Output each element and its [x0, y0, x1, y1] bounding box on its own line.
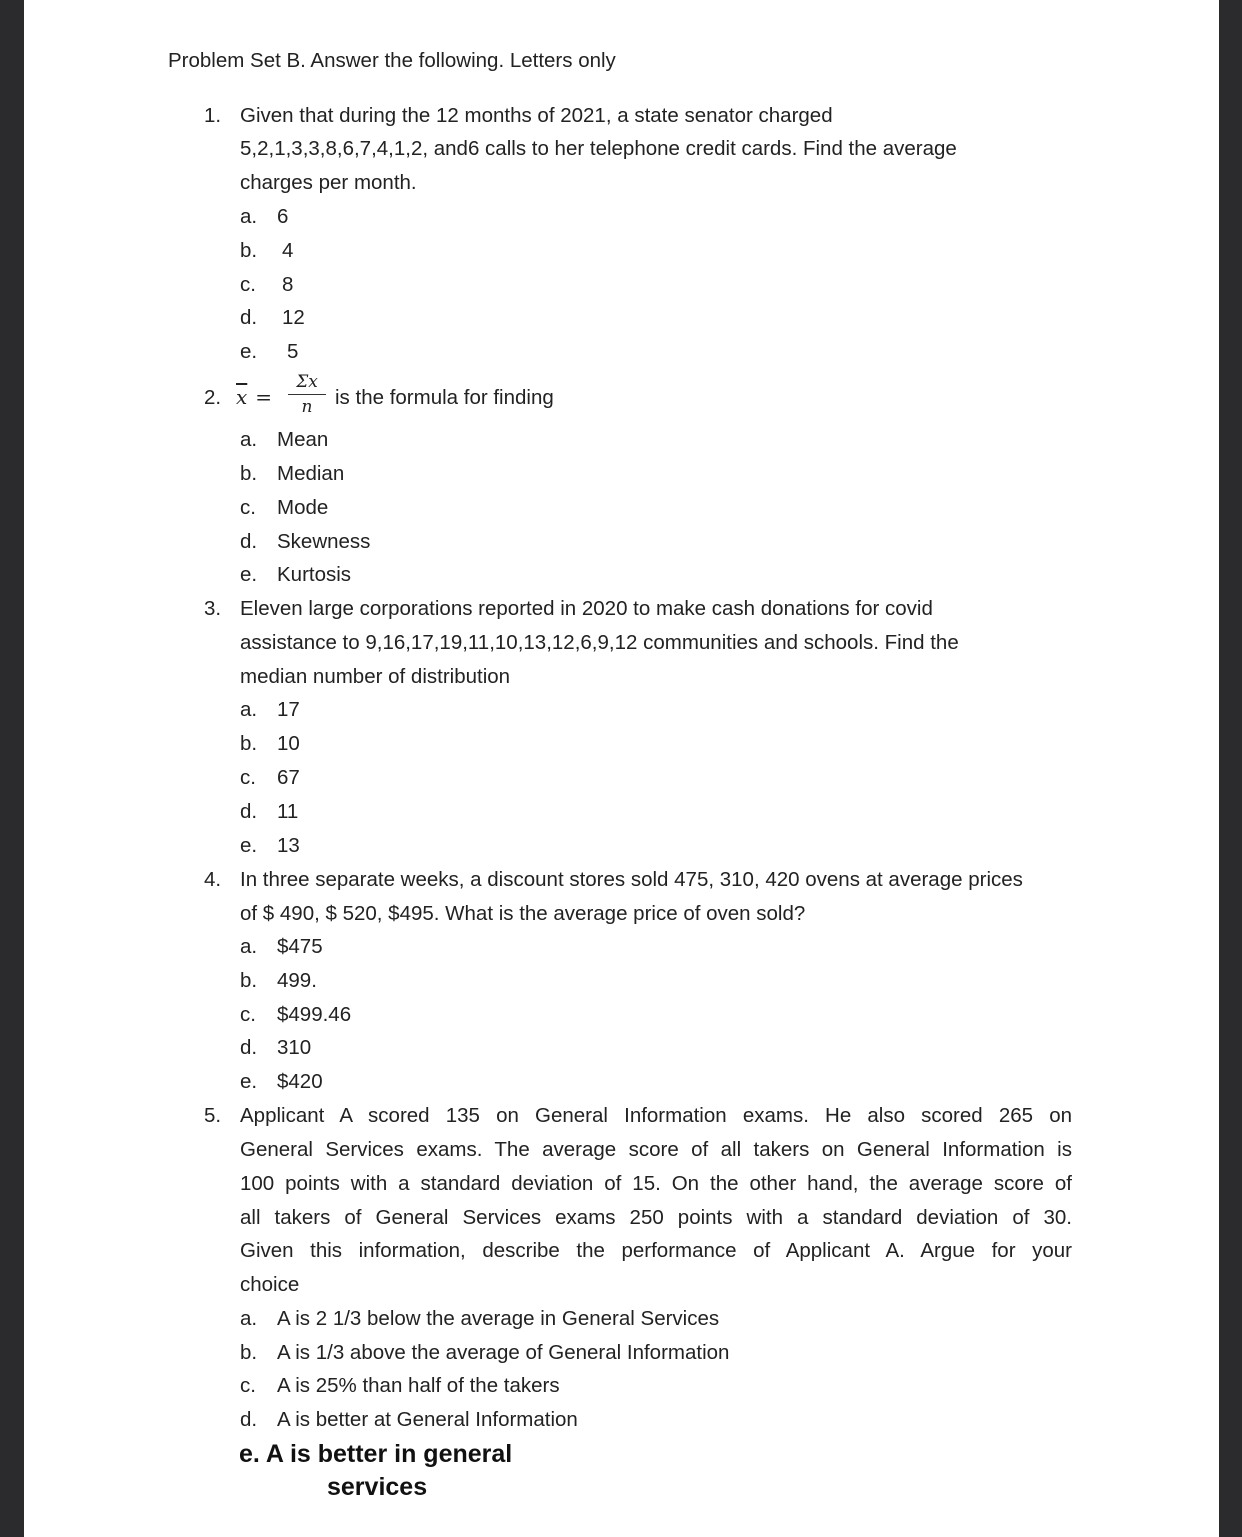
option-text: 13: [277, 834, 300, 857]
option-text: 8: [282, 273, 294, 296]
question-text-line: is the formula for finding: [335, 386, 554, 409]
option-letter: d.: [240, 530, 258, 553]
question-text-line: of $ 490, $ 520, $495. What is the average price of oven sold?: [240, 902, 806, 925]
option-letter: a.: [240, 428, 258, 451]
option-letter: e.: [240, 340, 258, 363]
question-text-line: charges per month.: [240, 171, 417, 194]
option-letter: d.: [240, 1036, 258, 1059]
option-text: 4: [282, 239, 294, 262]
fraction-bar: [288, 394, 326, 395]
formula-lhs: $\overline{x}$: [236, 385, 248, 409]
option-letter: d.: [240, 306, 258, 329]
question-number: 1.: [204, 104, 222, 127]
option-text: 17: [277, 698, 300, 721]
option-letter: c.: [240, 496, 256, 519]
option-text: 5: [287, 340, 299, 363]
question-number: 2.: [204, 386, 222, 409]
question-number: 5.: [204, 1104, 222, 1127]
option-text: 6: [277, 205, 289, 228]
option-text: Kurtosis: [277, 563, 352, 586]
option-text: A is better at General Information: [277, 1408, 578, 1431]
question-text-line: 5,2,1,3,3,8,6,7,4,1,2, and6 calls to her telephone credit cards. Find the average: [240, 137, 957, 160]
formula-denominator: n: [301, 397, 313, 417]
option-text: Skewness: [277, 530, 371, 553]
question-text-line: choice: [240, 1273, 300, 1296]
option-letter: c.: [240, 766, 256, 789]
option-letter: c.: [240, 1003, 256, 1026]
option-letter: b.: [240, 239, 258, 262]
option-text: 67: [277, 766, 300, 789]
question-text-line: Eleven large corporations reported in 2020 to make cash donations for covid: [240, 597, 933, 620]
option-letter: a.: [240, 1307, 258, 1330]
option-text: Mean: [277, 428, 329, 451]
problem-set-title: Problem Set B. Answer the following. Letters only: [168, 49, 616, 72]
question-text-line: Given that during the 12 months of 2021, a state senator charged: [240, 104, 833, 127]
option-text: 10: [277, 732, 300, 755]
option-letter: b.: [240, 969, 258, 992]
option-text: $499.46: [277, 1003, 352, 1026]
option-text: Mode: [277, 496, 329, 519]
option-text: A is 1/3 above the average of General Information: [277, 1341, 730, 1364]
option-text: $475: [277, 935, 323, 958]
option-text: 11: [277, 800, 299, 823]
option-letter: a.: [240, 698, 258, 721]
option-text: $420: [277, 1070, 323, 1093]
formula-fraction: [288, 372, 326, 417]
answer-annotation: e. A is better in general: [239, 1440, 513, 1468]
option-letter: e.: [240, 563, 258, 586]
option-letter: a.: [240, 205, 258, 228]
option-letter: d.: [240, 1408, 258, 1431]
option-text: Median: [277, 462, 345, 485]
option-letter: e.: [240, 1070, 258, 1093]
question-number: 3.: [204, 597, 222, 620]
option-letter: b.: [240, 1341, 258, 1364]
question-text-line: Given this information, describe the performance of Applicant A. Argue for your: [240, 1239, 1072, 1262]
question-text-line: assistance to 9,16,17,19,11,10,13,12,6,9,12 communities and schools. Find the: [240, 631, 959, 654]
question-text-line: all takers of General Services exams 250 points with a standard deviation of 30.: [240, 1206, 1072, 1229]
option-text: A is 2 1/3 below the average in General Services: [277, 1307, 720, 1330]
option-letter: d.: [240, 800, 258, 823]
question-text-line: median number of distribution: [240, 665, 511, 688]
question-text-line: 100 points with a standard deviation of 15. On the other hand, the average score of: [240, 1172, 1072, 1195]
question-number: 4.: [204, 868, 222, 891]
formula-numerator: Σx: [296, 372, 318, 392]
option-letter: a.: [240, 935, 258, 958]
formula-xbar: [236, 385, 272, 409]
option-letter: b.: [240, 462, 258, 485]
option-text: 12: [282, 306, 305, 329]
question-text-line: In three separate weeks, a discount stores sold 475, 310, 420 ovens at average prices: [240, 868, 1023, 891]
formula-equals: =: [255, 385, 273, 409]
answer-annotation-continued: services: [327, 1473, 428, 1501]
option-text: A is 25% than half of the takers: [277, 1374, 560, 1397]
option-letter: c.: [240, 273, 256, 296]
option-letter: c.: [240, 1374, 256, 1397]
option-letter: e.: [240, 834, 258, 857]
question-text-line: General Services exams. The average score of all takers on General Information is: [240, 1138, 1072, 1161]
option-text: 310: [277, 1036, 312, 1059]
question-text-line: Applicant A scored 135 on General Information exams. He also scored 265 on: [240, 1104, 1072, 1127]
option-text: 499.: [277, 969, 317, 992]
option-letter: b.: [240, 732, 258, 755]
